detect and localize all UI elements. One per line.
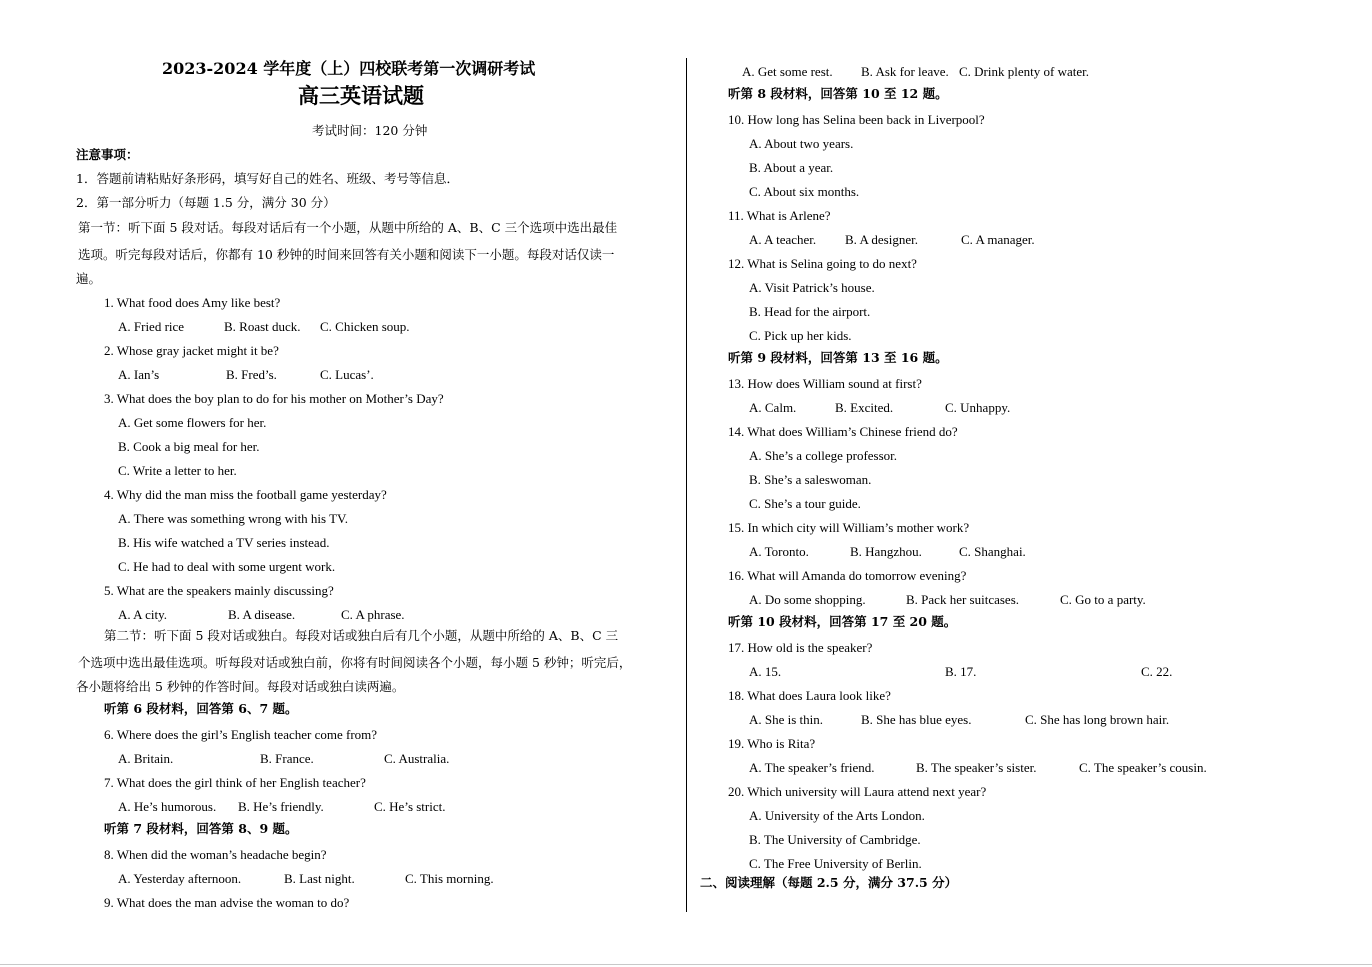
question-4-option-b: B. His wife watched a TV series instead. [118,535,330,550]
material-9-heading: 听第 9 段材料，回答第 13 至 16 题。 [728,350,948,365]
question-7-option-c: C. He’s strict. [374,799,446,814]
question-17-option-c: C. 22. [1141,664,1173,679]
question-19-stem: 19. Who is Rita? [728,736,816,751]
question-8-option-c: C. This morning. [405,871,494,886]
question-16-option-c: C. Go to a party. [1060,592,1146,607]
question-20-stem: 20. Which university will Laura attend next year? [728,784,987,799]
question-11-option-a: A. A teacher. [749,232,817,247]
section2-instruction-line2: 个选项中选出最佳选项。听每段对话或独白前，你将有时间阅读各个小题，每小题 5 秒钟；听完后， [78,655,632,670]
question-6-option-a: A. Britain. [118,751,174,766]
question-13-option-c: C. Unhappy. [945,400,1011,415]
question-1-option-b: B. Roast duck. [224,319,301,334]
question-19-option-b: B. The speaker’s sister. [916,760,1037,775]
question-4-stem: 4. Why did the man miss the football game yesterday? [104,487,387,502]
question-2-option-b: B. Fred’s. [226,367,277,382]
question-6-stem: 6. Where does the girl’s English teacher come from? [104,727,378,742]
question-19-option-c: C. The speaker’s cousin. [1079,760,1207,775]
question-20-option-b: B. The University of Cambridge. [749,832,921,847]
material-6-heading: 听第 6 段材料，回答第 6、7 题。 [104,701,298,716]
question-20-option-c: C. The Free University of Berlin. [749,856,922,871]
section1-instruction-line3: 遍。 [76,271,102,286]
question-13-stem: 13. How does William sound at first? [728,376,922,391]
question-11-stem: 11. What is Arlene? [728,208,831,223]
question-12-stem: 12. What is Selina going to do next? [728,256,917,271]
question-3-option-b: B. Cook a big meal for her. [118,439,260,454]
question-15-option-a: A. Toronto. [749,544,809,559]
question-8-option-a: A. Yesterday afternoon. [118,871,242,886]
part2-heading: 二、阅读理解（每题 2.5 分，满分 37.5 分） [700,875,958,890]
question-15-option-b: B. Hangzhou. [850,544,922,559]
question-7-option-b: B. He’s friendly. [238,799,324,814]
section1-instruction-line2: 选项。听完每段对话后，你都有 10 秒钟的时间来回答有关小题和阅读下一小题。每段对话仅读一 [78,247,615,262]
question-14-option-c: C. She’s a tour guide. [749,496,861,511]
question-1-option-c: C. Chicken soup. [320,319,410,334]
question-18-option-a: A. She is thin. [749,712,824,727]
question-16-option-b: B. Pack her suitcases. [906,592,1020,607]
question-8-option-b: B. Last night. [284,871,355,886]
question-3-stem: 3. What does the boy plan to do for his mother on Mother’s Day? [104,391,444,406]
question-18-option-b: B. She has blue eyes. [861,712,972,727]
question-16-option-a: A. Do some shopping. [749,592,866,607]
question-14-option-b: B. She’s a saleswoman. [749,472,872,487]
material-8-heading: 听第 8 段材料，回答第 10 至 12 题。 [728,86,948,101]
question-17-stem: 17. How old is the speaker? [728,640,873,655]
question-15-stem: 15. In which city will William’s mother work? [728,520,970,535]
question-5-option-c: C. A phrase. [341,607,405,622]
question-10-option-b: B. About a year. [749,160,834,175]
note-item-1: 1．答题前请粘贴好条形码，填写好自己的姓名、班级、考号等信息． [76,171,459,186]
question-5-option-a: A. A city. [118,607,167,622]
notes-heading: 注意事项： [76,147,139,162]
question-11-option-b: B. A designer. [845,232,918,247]
question-14-stem: 14. What does William’s Chinese friend do? [728,424,958,439]
question-5-option-b: B. A disease. [228,607,296,622]
question-7-stem: 7. What does the girl think of her English teacher? [104,775,366,790]
exam-time: 考试时间：120 分钟 [312,123,428,138]
section1-instruction-line1: 第一节：听下面 5 段对话。每段对话后有一个小题，从题中所给的 A、B、C 三个选项中选出最佳 [78,220,618,235]
question-13-option-b: B. Excited. [835,400,894,415]
question-4-option-c: C. He had to deal with some urgent work. [118,559,336,574]
question-9-option-b: B. Ask for leave. [861,64,949,79]
note-item-2: 2．第一部分听力（每题 1.5 分，满分 30 分） [76,195,336,210]
question-11-option-c: C. A manager. [961,232,1035,247]
question-1-stem: 1. What food does Amy like best? [104,295,281,310]
question-19-option-a: A. The speaker’s friend. [749,760,875,775]
question-12-option-b: B. Head for the airport. [749,304,871,319]
question-10-option-a: A. About two years. [749,136,854,151]
question-16-stem: 16. What will Amanda do tomorrow evening? [728,568,967,583]
question-1-option-a: A. Fried rice [118,319,185,334]
question-17-option-a: A. 15. [749,664,782,679]
question-4-option-a: A. There was something wrong with his TV. [118,511,349,526]
exam-title: 2023-2024 学年度（上）四校联考第一次调研考试 [162,59,536,78]
question-9-stem: 9. What does the man advise the woman to do? [104,895,350,910]
subject-title: 高三英语试题 [298,83,424,108]
question-6-option-b: B. France. [260,751,314,766]
question-18-stem: 18. What does Laura look like? [728,688,891,703]
question-7-option-a: A. He’s humorous. [118,799,217,814]
question-9-option-a: A. Get some rest. [742,64,833,79]
question-10-stem: 10. How long has Selina been back in Liverpool? [728,112,985,127]
section2-instruction-line3: 各小题将给出 5 秒钟的作答时间。每段对话或独白读两遍。 [76,679,405,694]
question-9-option-c: C. Drink plenty of water. [959,64,1089,79]
question-17-option-b: B. 17. [945,664,977,679]
page-bottom-rule [0,964,1372,965]
question-12-option-a: A. Visit Patrick’s house. [749,280,875,295]
question-18-option-c: C. She has long brown hair. [1025,712,1170,727]
question-2-option-a: A. Ian’s [118,367,160,382]
material-10-heading: 听第 10 段材料，回答第 17 至 20 题。 [728,614,957,629]
question-2-option-c: C. Lucas’. [320,367,374,382]
question-12-option-c: C. Pick up her kids. [749,328,852,343]
question-10-option-c: C. About six months. [749,184,860,199]
question-8-stem: 8. When did the woman’s headache begin? [104,847,327,862]
question-13-option-a: A. Calm. [749,400,797,415]
material-7-heading: 听第 7 段材料，回答第 8、9 题。 [104,821,298,836]
question-14-option-a: A. She’s a college professor. [749,448,898,463]
question-3-option-c: C. Write a letter to her. [118,463,237,478]
question-15-option-c: C. Shanghai. [959,544,1026,559]
question-20-option-a: A. University of the Arts London. [749,808,925,823]
question-5-stem: 5. What are the speakers mainly discussing? [104,583,334,598]
section2-instruction-line1: 第二节：听下面 5 段对话或独白。每段对话或独白后有几个小题，从题中所给的 A、B、C 三 [104,628,619,643]
question-6-option-c: C. Australia. [384,751,450,766]
question-2-stem: 2. Whose gray jacket might it be? [104,343,279,358]
question-3-option-a: A. Get some flowers for her. [118,415,267,430]
column-divider [686,58,687,912]
